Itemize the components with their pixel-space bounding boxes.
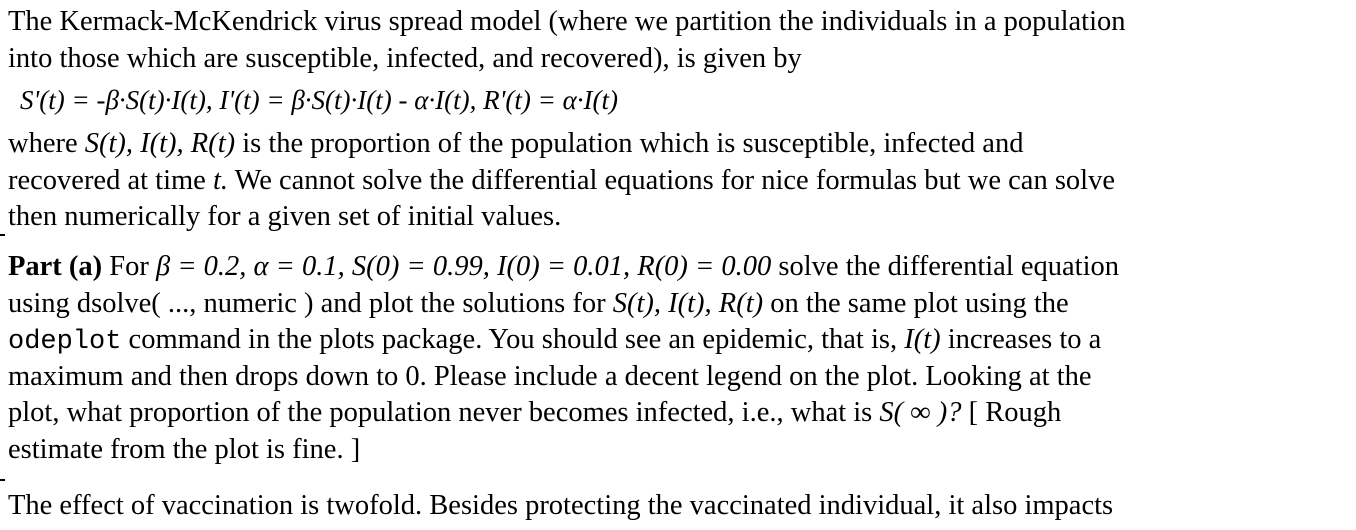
part-a-line-4: maximum and then drops down to 0. Please include a decent legend on the plot. Looking at the [8, 360, 1092, 392]
part-a-line-3 [8, 322, 1356, 359]
description-line-3: then numerically for a given set of initial values. [8, 201, 562, 232]
intro-line-2: into those which are susceptible, infected, and recovered), is given by [8, 42, 802, 74]
part-a-paragraph [8, 249, 1356, 468]
intro-line-1: The Kermack-McKendrick virus spread model (where we partition the individuals in a population [8, 6, 1126, 37]
text-segment: For [109, 251, 149, 282]
description-line-2 [8, 163, 1356, 200]
text-segment: using dsolve( ..., numeric ) and plot the solutions for [8, 287, 606, 319]
s-equation: S'(t) = -β·S(t)·I(t), [20, 85, 213, 115]
math-variable: I(t) [904, 324, 941, 355]
vaccination-line-1: The effect of vaccination is twofold. Besides protecting the vaccinated individual, it also impacts [8, 490, 1114, 521]
vaccination-paragraph [8, 488, 1356, 525]
part-a-line-1 [8, 249, 1356, 286]
r-equation: R'(t) = α·I(t) [483, 85, 619, 115]
text-segment: where [8, 128, 78, 159]
text-segment: is the proportion of the population which is susceptible, infected and [242, 128, 1024, 159]
text-segment: command in the plots package. You should see an epidemic, that is, [128, 324, 898, 355]
math-variables: S(t), I(t), R(t) [84, 128, 236, 159]
code-odeplot: odeplot [8, 327, 122, 357]
text-segment: [ Rough [968, 397, 1062, 428]
cell-marker [0, 479, 5, 481]
text-segment: recovered at time [8, 164, 206, 196]
i-equation: I'(t) = β·S(t)·I(t) - α·I(t), [219, 85, 477, 115]
intro-paragraph [8, 4, 1356, 77]
cell-marker [0, 234, 5, 236]
math-variable: t. [212, 164, 228, 196]
part-a-line-2 [8, 286, 1356, 323]
equation-line [8, 81, 1356, 119]
description-line-1 [8, 126, 1356, 163]
text-segment: on the same plot using the [770, 287, 1069, 319]
text-segment: solve the differential equation [778, 251, 1119, 282]
math-variables: S(t), I(t), R(t) [612, 287, 764, 319]
part-a-line-5 [8, 395, 1356, 432]
text-segment: We cannot solve the differential equations for nice formulas but we can solve [234, 164, 1115, 196]
description-paragraph [8, 126, 1356, 236]
model-equations [8, 81, 1356, 119]
part-a-line-6: estimate from the plot is fine. ] [8, 433, 361, 465]
text-segment: plot, what proportion of the population never becomes infected, i.e., what is [8, 397, 873, 428]
math-variable: S( ∞ )? [879, 397, 962, 428]
part-a-label: Part (a) [8, 251, 103, 282]
text-segment: increases to a [947, 324, 1102, 355]
parameter-values: β = 0.2, α = 0.1, S(0) = 0.99, I(0) = 0.01, R(0) = 0.00 [156, 251, 772, 282]
